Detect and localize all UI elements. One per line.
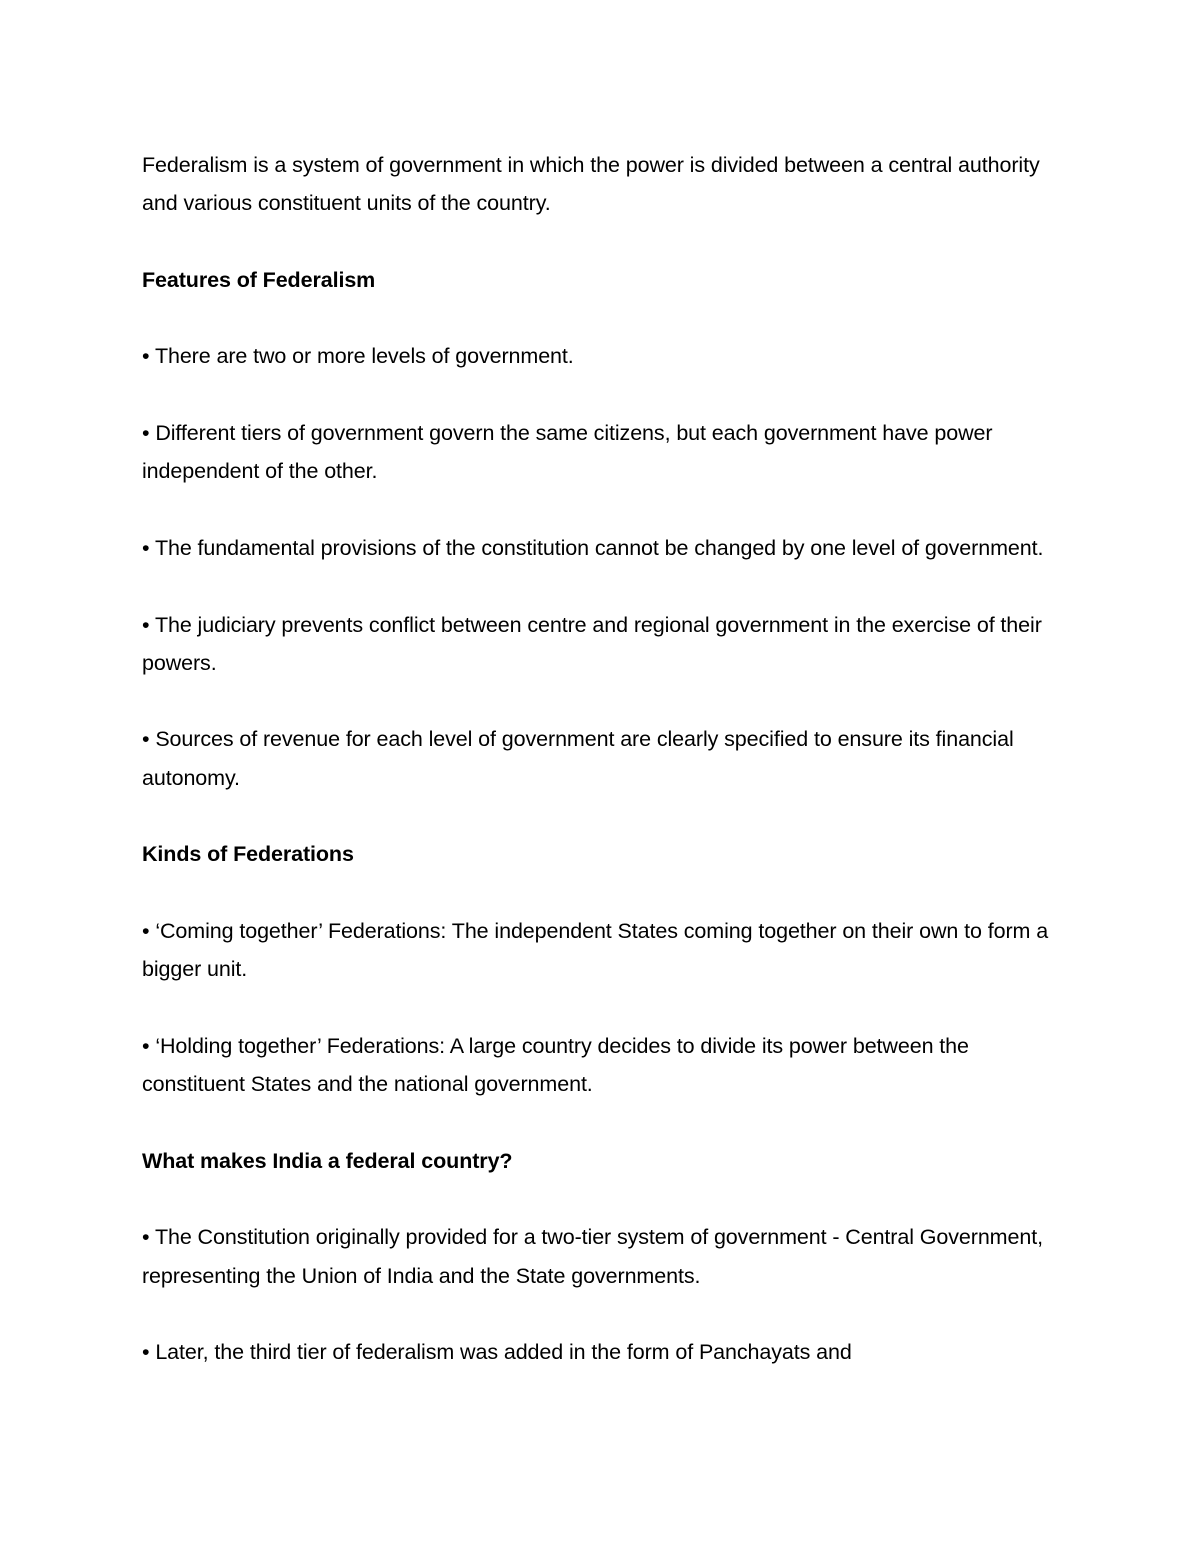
bullet-text: The Constitution originally provided for a two-tier system of government - Central Government, representing the Union of India and the State governments. bbox=[142, 1225, 1043, 1288]
bullet-item bbox=[142, 720, 1072, 797]
bullet-text: Different tiers of government govern the same citizens, but each government have power independent of the other. bbox=[142, 421, 993, 484]
bullet-icon: • bbox=[142, 1225, 150, 1250]
bullet-text: The judiciary prevents conflict between centre and regional government in the exercise of their powers. bbox=[142, 612, 1042, 675]
bullet-item bbox=[142, 606, 1072, 683]
bullet-icon: • bbox=[142, 612, 150, 637]
bullet-text: The fundamental provisions of the constitution cannot be changed by one level of government. bbox=[154, 535, 1044, 560]
bullet-icon: • bbox=[142, 535, 150, 560]
bullet-text: Later, the third tier of federalism was added in the form of Panchayats and bbox=[155, 1340, 852, 1365]
bullet-icon: • bbox=[142, 1340, 150, 1365]
bullet-icon: • bbox=[142, 344, 150, 369]
bullet-item bbox=[142, 1027, 1072, 1104]
section-heading-features: Features of Federalism bbox=[142, 267, 376, 292]
bullet-item bbox=[142, 529, 1072, 567]
bullet-item bbox=[142, 337, 1072, 375]
bullet-item bbox=[142, 912, 1072, 989]
bullet-item bbox=[142, 1333, 1072, 1371]
bullet-item bbox=[142, 1218, 1072, 1295]
bullet-icon: • bbox=[142, 727, 150, 752]
intro-paragraph: Federalism is a system of government in which the power is divided between a central authority and various constituent units of the country. bbox=[142, 153, 1040, 216]
bullet-icon: • bbox=[142, 1033, 150, 1058]
bullet-text: ‘Coming together’ Federations: The independent States coming together on their own to form a bigger unit. bbox=[142, 918, 1049, 982]
section-heading-kinds: Kinds of Federations bbox=[142, 842, 354, 867]
bullet-text: Sources of revenue for each level of government are clearly specified to ensure its financial autonomy. bbox=[142, 727, 1014, 790]
bullet-text: ‘Holding together’ Federations: A large country decides to divide its power between the constituent States and the national government. bbox=[142, 1033, 969, 1097]
document-body bbox=[142, 146, 1072, 1410]
bullet-text: There are two or more levels of government. bbox=[154, 344, 574, 369]
bullet-icon: • bbox=[142, 421, 150, 446]
bullet-icon: • bbox=[142, 918, 150, 943]
section-heading-india: What makes India a federal country? bbox=[142, 1148, 513, 1173]
bullet-item bbox=[142, 414, 1072, 491]
